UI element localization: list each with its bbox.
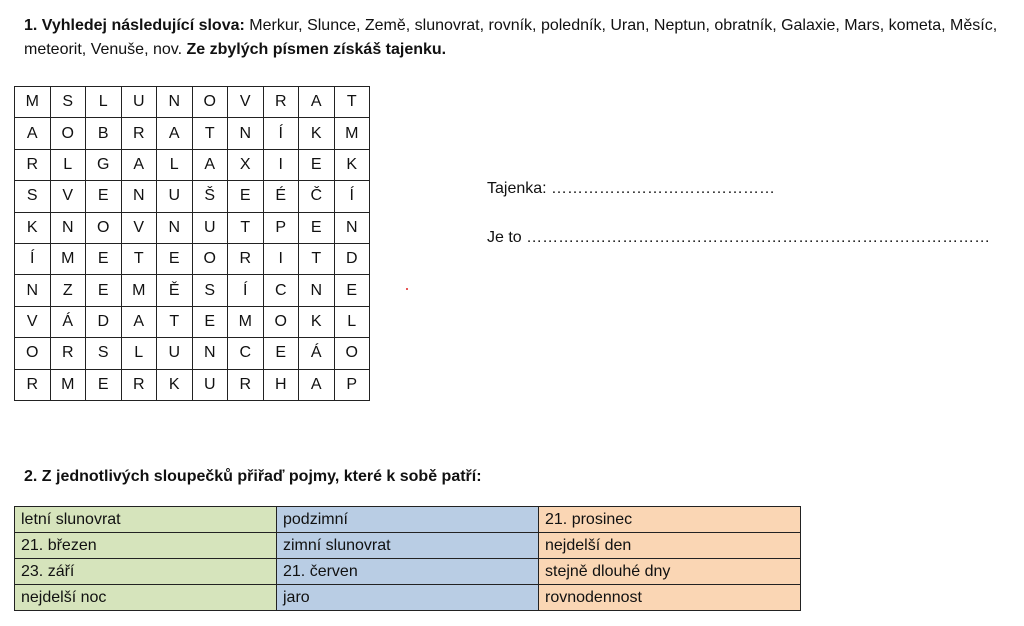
grid-cell: A [299,369,335,400]
matching-cell: 21. prosinec [539,507,801,533]
grid-cell: D [334,243,370,274]
grid-row [15,118,370,149]
grid-cell: Z [50,275,86,306]
matching-cell: nejdelší noc [15,585,277,611]
matching-cell: nejdelší den [539,533,801,559]
grid-row [15,306,370,337]
grid-cell: S [86,338,122,369]
grid-cell: E [228,181,264,212]
grid-cell: A [121,149,157,180]
grid-cell: R [121,369,157,400]
matching-table [14,506,801,611]
grid-cell: E [192,306,228,337]
matching-cell: stejně dlouhé dny [539,559,801,585]
matching-cell: 21. březen [15,533,277,559]
grid-cell: E [334,275,370,306]
tajenka-label: Tajenka: [487,180,547,197]
grid-cell: O [334,338,370,369]
grid-cell: L [121,338,157,369]
grid-cell: V [228,87,264,118]
matching-cell: 23. září [15,559,277,585]
grid-cell: K [299,118,335,149]
task-1-instructions [24,14,1016,62]
grid-cell: I [263,149,299,180]
task-1-word-list: Merkur, Slunce, Země, slunovrat, rovník, poledník, Uran, Neptun, obratník, Galaxie, Mars, kometa, Měsíc, meteorit, Venuše, nov. [24,17,998,58]
matching-row [15,533,801,559]
grid-cell: L [86,87,122,118]
grid-row [15,338,370,369]
grid-cell: Ě [157,275,193,306]
grid-cell: T [334,87,370,118]
grid-cell: T [228,212,264,243]
matching-row [15,559,801,585]
grid-cell: I [263,243,299,274]
grid-cell: T [299,243,335,274]
matching-cell: letní slunovrat [15,507,277,533]
grid-cell: O [50,118,86,149]
grid-cell: N [228,118,264,149]
grid-cell: C [228,338,264,369]
grid-cell: O [263,306,299,337]
grid-cell: Í [228,275,264,306]
je-to-blank: …………………………………………………………………………… [526,229,991,246]
grid-cell: M [50,369,86,400]
grid-cell: Í [334,181,370,212]
grid-cell: S [192,275,228,306]
grid-cell: R [50,338,86,369]
grid-cell: C [263,275,299,306]
je-to-label: Je to [487,229,522,246]
grid-cell: Á [299,338,335,369]
matching-cell: 21. červen [277,559,539,585]
grid-cell: U [157,181,193,212]
tajenka-line [487,180,775,198]
grid-cell: R [228,243,264,274]
grid-cell: T [121,243,157,274]
grid-cell: M [121,275,157,306]
grid-cell: K [157,369,193,400]
grid-cell: S [50,87,86,118]
matching-cell: podzimní [277,507,539,533]
grid-cell: T [157,306,193,337]
task-1-heading: 1. Vyhledej následující slova: [24,17,245,34]
grid-cell: L [50,149,86,180]
grid-cell: U [192,212,228,243]
grid-cell: M [228,306,264,337]
grid-cell: Í [15,243,51,274]
grid-cell: M [15,87,51,118]
grid-cell: K [299,306,335,337]
grid-cell: Č [299,181,335,212]
grid-cell: L [157,149,193,180]
grid-cell: B [86,118,122,149]
grid-cell: P [263,212,299,243]
grid-cell: U [157,338,193,369]
grid-cell: S [15,181,51,212]
grid-row [15,212,370,243]
grid-cell: Í [263,118,299,149]
grid-cell: O [15,338,51,369]
matching-cell: zimní slunovrat [277,533,539,559]
grid-cell: É [263,181,299,212]
grid-cell: T [192,118,228,149]
grid-cell: R [15,149,51,180]
grid-row [15,369,370,400]
grid-cell: E [86,369,122,400]
grid-row [15,243,370,274]
matching-cell: jaro [277,585,539,611]
grid-cell: U [121,87,157,118]
grid-cell: A [157,118,193,149]
grid-cell: N [299,275,335,306]
grid-cell: N [121,181,157,212]
grid-cell: V [121,212,157,243]
je-to-line [487,229,990,247]
stray-red-dot [406,288,408,290]
grid-cell: E [299,149,335,180]
grid-row [15,181,370,212]
grid-cell: A [299,87,335,118]
grid-cell: E [86,275,122,306]
grid-cell: O [192,87,228,118]
word-search-grid [14,86,370,401]
grid-cell: N [192,338,228,369]
grid-cell: U [192,369,228,400]
matching-row [15,507,801,533]
grid-cell: N [157,87,193,118]
grid-cell: E [86,243,122,274]
grid-cell: R [15,369,51,400]
task-1-instruction: Ze zbylých písmen získáš tajenku. [186,41,447,58]
grid-cell: A [121,306,157,337]
grid-cell: K [334,149,370,180]
grid-cell: E [299,212,335,243]
grid-cell: N [334,212,370,243]
grid-cell: Š [192,181,228,212]
grid-cell: P [334,369,370,400]
grid-cell: E [263,338,299,369]
grid-cell: D [86,306,122,337]
grid-cell: V [50,181,86,212]
grid-cell: N [50,212,86,243]
grid-cell: X [228,149,264,180]
task-2-heading: 2. Z jednotlivých sloupečků přiřaď pojmy, které k sobě patří: [24,468,482,485]
grid-cell: R [263,87,299,118]
tajenka-blank: …………………………………… [551,180,776,197]
grid-cell: Á [50,306,86,337]
grid-cell: A [15,118,51,149]
grid-cell: O [192,243,228,274]
matching-cell: rovnodennost [539,585,801,611]
grid-cell: R [121,118,157,149]
grid-cell: N [157,212,193,243]
grid-cell: O [86,212,122,243]
grid-cell: H [263,369,299,400]
grid-cell: M [334,118,370,149]
grid-cell: R [228,369,264,400]
matching-row [15,585,801,611]
grid-cell: M [50,243,86,274]
grid-row [15,275,370,306]
grid-cell: L [334,306,370,337]
grid-row [15,149,370,180]
grid-row [15,87,370,118]
grid-cell: K [15,212,51,243]
grid-cell: N [15,275,51,306]
grid-cell: A [192,149,228,180]
grid-cell: V [15,306,51,337]
grid-cell: E [157,243,193,274]
grid-cell: E [86,181,122,212]
grid-cell: G [86,149,122,180]
